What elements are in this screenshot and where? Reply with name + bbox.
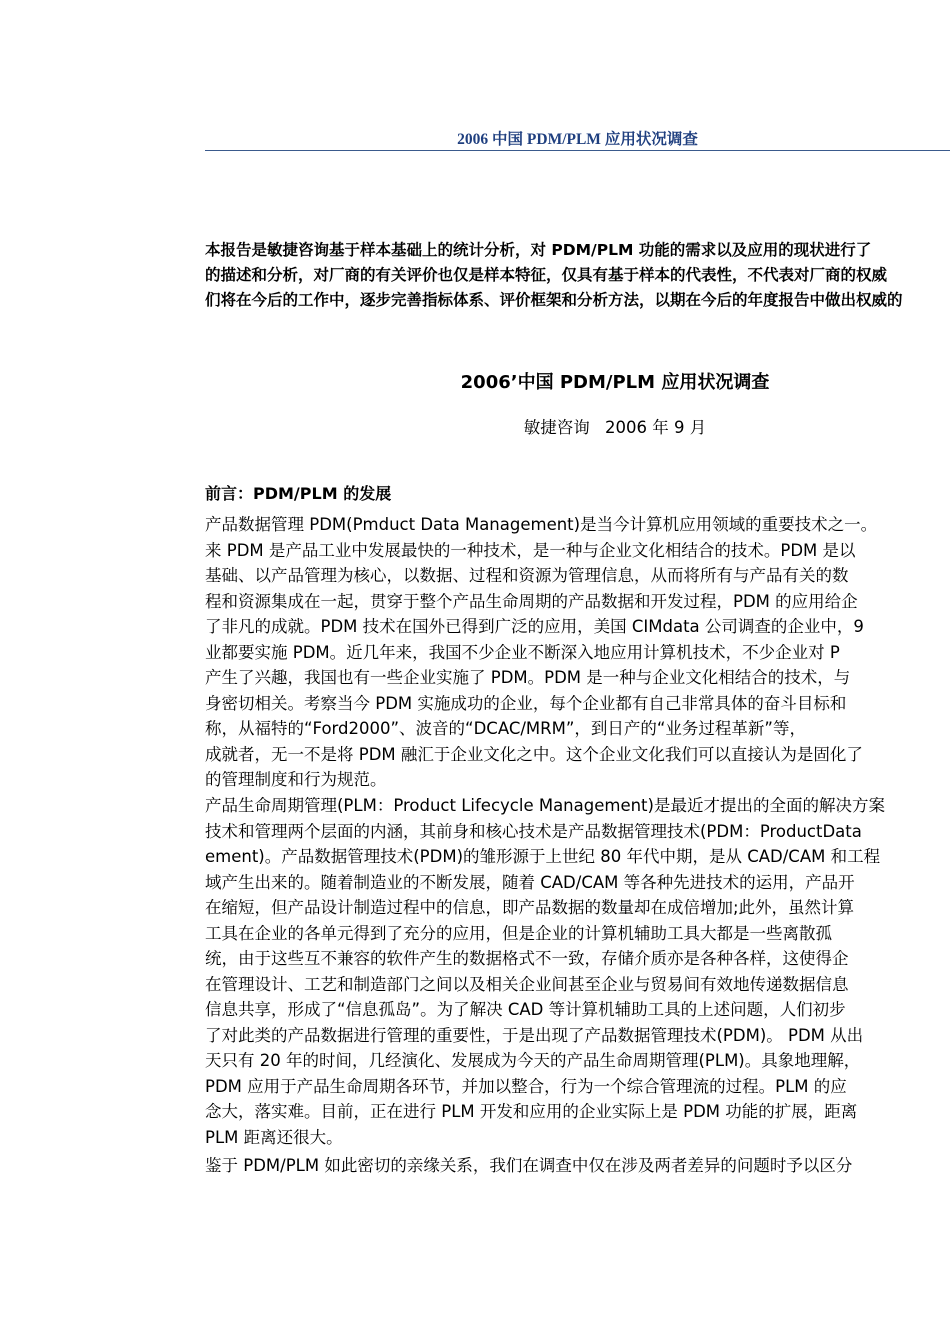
paragraph-line: 信息共享，形成了“信息孤岛”。为了解决 CAD 等计算机辅助工具的上述问题，人们初步 [205, 1000, 846, 1019]
paragraph-line: 身密切相关。考察当今 PDM 实施成功的企业，每个企业都有自己非常具体的奋斗目标和 [205, 693, 847, 713]
paragraph-line: 业都要实施 PDM。近几年来，我国不少企业不断深入地应用计算机技术，不少企业对 P [205, 642, 840, 662]
paragraph-line: 产生了兴趣，我国也有一些企业实施了 PDM。PDM 是一种与企业文化相结合的技术，与 [205, 668, 851, 687]
paragraph-line: PDM 应用于产品生命周期各环节，并加以整合，行为一个综合管理流的过程。PLM 的应 [205, 1076, 847, 1096]
section-heading: 前言：PDM/PLM 的发展 [205, 484, 392, 503]
document-date: 2006 年 9 月 [605, 418, 707, 437]
paragraph-line: 统，由于这些互不兼容的软件产生的数据格式不一致，存储介质亦是各种各样，这使得企 [205, 949, 849, 968]
paragraph-line: 成就者，无一不是将 PDM 融汇于企业文化之中。这个企业文化我们可以直接认为是固化了 [205, 744, 863, 764]
document-title: 2006’中国 PDM/PLM 应用状况调查 [460, 372, 770, 393]
paragraph-conclusion [205, 1153, 950, 1179]
disclaimer-line: 的描述和分析，对厂商的有关评价也仅是样本特征，仅具有基于样本的代表性，不代表对厂商的权威 [205, 266, 888, 284]
disclaimer-line: 本报告是敏捷咨询基于样本基础上的统计分析，对 PDM/PLM 功能的需求以及应用的现状进行了 [205, 241, 872, 259]
paragraph-line: 技术和管理两个层面的内涵，其前身和核心技术是产品数据管理技术(PDM：ProductData [205, 821, 862, 841]
document-meta [0, 414, 950, 438]
paragraph-line: 在管理设计、工艺和制造部门之间以及相关企业间甚至企业与贸易间有效地传递数据信息 [205, 974, 849, 994]
paragraph-line: 工具在企业的各单元得到了充分的应用，但是企业的计算机辅助工具大都是一些离散孤 [205, 923, 832, 943]
paragraph-line: 了非凡的成就。PDM 技术在国外已得到广泛的应用，美国 CIMdata 公司调查的企业中，9 [205, 617, 864, 636]
paragraph-line: 程和资源集成在一起，贯穿于整个产品生命周期的产品数据和开发过程，PDM 的应用给企 [205, 591, 858, 611]
paragraph-line: 称，从福特的“Ford2000”、波音的“DCAC/MRM”，到日产的“业务过程革新”等， [205, 719, 806, 738]
paragraph-line: PLM 距离还很大。 [205, 1127, 343, 1147]
paragraph-line: 的管理制度和行为规范。 [205, 770, 387, 789]
page-header-title: 2006 中国 PDM/PLM 应用状况调查 [457, 131, 698, 148]
disclaimer-line: 们将在今后的工作中，逐步完善指标体系、评价框架和分析方法，以期在今后的年度报告中做出权威的 [205, 291, 903, 309]
paragraph-line: 鉴于 PDM/PLM 如此密切的亲缘关系，我们在调查中仅在涉及两者差异的问题时予以区分 [205, 1156, 853, 1175]
paragraph-line: 了对此类的产品数据进行管理的重要性，于是出现了产品数据管理技术(PDM)。 PDM 从出 [205, 1025, 864, 1045]
paragraph-plm [205, 793, 950, 1150]
paragraph-pdm [205, 512, 950, 793]
paragraph-line: ement)。产品数据管理技术(PDM)的雏形源于上世纪 80 年代中期，是从 CAD/CAM 和工程 [205, 847, 881, 866]
header-divider [205, 150, 950, 151]
disclaimer [205, 238, 950, 313]
paragraph-line: 域产生出来的。随着制造业的不断发展，随着 CAD/CAM 等各种先进技术的运用，产品开 [205, 872, 855, 892]
paragraph-line: 基础、以产品管理为核心，以数据、过程和资源为管理信息，从而将所有与产品有关的数 [205, 566, 849, 585]
paragraph-line: 产品生命周期管理(PLM：Product Lifecycle Management)是最近才提出的全面的解决方案 [205, 796, 885, 815]
document-author: 敏捷咨询 [523, 418, 590, 437]
paragraph-line: 来 PDM 是产品工业中发展最快的一种技术，是一种与企业文化相结合的技术。PDM 是以 [205, 540, 856, 560]
paragraph-line: 产品数据管理 PDM(Pmduct Data Management)是当今计算机应用领域的重要技术之一。 [205, 515, 878, 534]
paragraph-line: 天只有 20 年的时间，几经演化、发展成为今天的产品生命周期管理(PLM)。具象地理解， [205, 1051, 861, 1070]
paragraph-line: 在缩短，但产品设计制造过程中的信息，即产品数据的数量却在成倍增加;此外，虽然计算 [205, 898, 855, 917]
paragraph-line: 念大，落实难。目前，正在进行 PLM 开发和应用的企业实际上是 PDM 功能的扩展，距离 [205, 1102, 858, 1121]
